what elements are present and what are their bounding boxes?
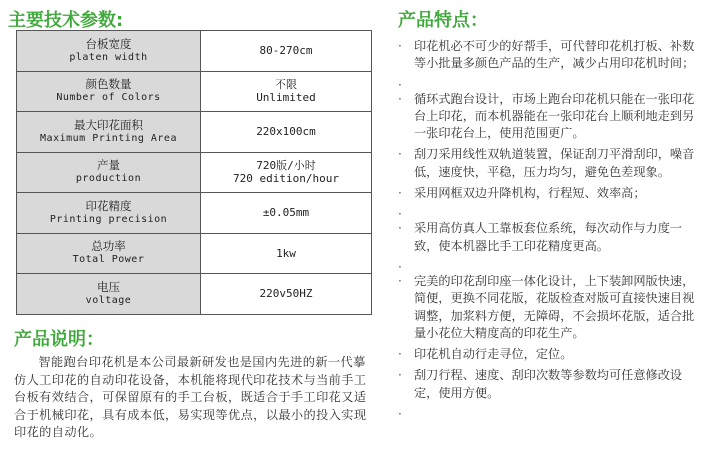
spec-label-zh: 印花精度 [85,198,132,213]
spec-value-line: 1kw [276,246,296,260]
feature-item [398,146,698,181]
bullet-icon: · [398,407,402,422]
spec-label-en: production [75,173,142,185]
spec-value [201,274,372,315]
bullet-icon: · [398,207,402,222]
spec-label-zh: 总功率 [91,239,126,254]
spec-value [201,71,372,112]
bullet-icon: · [398,39,402,53]
spec-value [201,31,372,72]
spec-label-zh: 产量 [97,158,120,173]
spec-value-line: 80-270cm [259,44,313,58]
spec-label-zh: 最大印花面积 [74,117,143,132]
feature-item [398,77,698,92]
spec-value-line: Unlimited [256,91,316,105]
spec-row [17,233,372,274]
bullet-icon: · [398,147,402,162]
spec-row [17,31,372,72]
spec-label-zh: 电压 [97,279,120,294]
features-heading: 产品特点： [398,10,488,31]
spec-value-line: 不限 [275,78,297,92]
feature-list [398,38,698,420]
bullet-icon: · [398,368,402,383]
feature-text: 刮刀采用线性双轨道装置，保证刮刀平滑刮印，噪音低，速度快，平稳，压力均匀，避免色差现象。 [414,147,695,179]
spec-label [17,31,201,72]
bullet-icon: · [398,273,402,288]
description-heading: 产品说明： [14,329,104,350]
spec-row [17,274,372,315]
bullet-icon: · [398,347,402,362]
spec-value [201,112,372,153]
spec-label [17,274,201,315]
feature-item [398,367,698,402]
feature-item [398,220,698,255]
specs-heading: 主要技术参数: [8,10,124,31]
spec-label-en: Number of Colors [56,92,161,104]
spec-label-en: Total Power [72,254,145,266]
bullet-icon: · [398,221,402,236]
bullet-icon: · [398,77,402,92]
spec-label-zh: 颜色数量 [85,77,132,92]
spec-value [201,152,372,193]
spec-label-en: Printing precision [49,213,168,225]
feature-text: 印花机必不可少的好帮手，可代替印花机打板、补数等小批量多颜色产品的生产，减少占用印花机时间； [414,39,695,71]
spec-label-en: platen width [69,51,148,63]
spec-value-line: 220x100cm [256,125,316,139]
spec-label-en: Maximum Printing Area [40,132,177,144]
spec-row [17,193,372,234]
feature-text: 采用高仿真人工靠板套位系统，每次动作与力度一致，使本机器比手工印花精度更高。 [414,221,683,253]
feature-item [398,346,698,363]
spec-value-line: 720版/小时 [256,159,316,173]
spec-label-zh: 台板宽度 [85,36,132,51]
feature-item [398,273,698,342]
spec-value [201,193,372,234]
spec-value-line: 720 edition/hour [233,172,339,186]
feature-item [398,91,698,143]
feature-item [398,259,698,274]
bullet-icon: · [398,259,402,274]
feature-text: 采用网框双边升降机构，行程短、效率高； [414,186,646,201]
feature-text: 循环式跑台设计，市场上跑台印花机只能在一张印花台上印花，而本机器能在一张印花台上顺利地走到另一张印花台上，使用范围更广。 [414,91,695,141]
spec-row [17,152,372,193]
feature-text: 印花机自动行走寻位，定位。 [414,347,573,362]
spec-label-en: voltage [85,294,132,306]
feature-item [398,206,698,222]
spec-table [16,30,372,315]
bullet-icon: · [398,186,402,201]
feature-text: 完美的印花刮印座一体化设计，上下装卸网版快速，简便，更换不同花版，花版检查对版可直接快速目视调整，加浆料方便，无障碍，不会损坏花版，适合批量小花位大精度高的印花生产。 [414,273,695,340]
spec-label [17,152,201,193]
product-description: 智能跑台印花机是本公司最新研发也是国内先进的新一代摹仿人工印花的自动印花设备，本机能将现代印花技术与当前手工台板有效结合，可保留原有的手工台板，既适合于手工印花又适合于机械印花，具有成本低，易实现等优点，以最小的投入实现印花的自动化。 [14,355,367,439]
spec-label [17,112,201,153]
feature-item [398,38,698,73]
spec-label [17,193,201,234]
bullet-icon: · [398,91,402,106]
feature-item [398,185,698,202]
feature-item [398,406,698,422]
spec-row [17,71,372,112]
spec-value [201,233,372,274]
spec-value-line: 220v50HZ [259,287,313,301]
spec-label [17,233,201,274]
spec-value-line: ±0.05mm [262,206,310,220]
feature-text: 刮刀行程、速度、刮印次数等参数均可任意修改设定，使用方便。 [414,368,683,400]
spec-label [17,71,201,112]
spec-row [17,112,372,153]
